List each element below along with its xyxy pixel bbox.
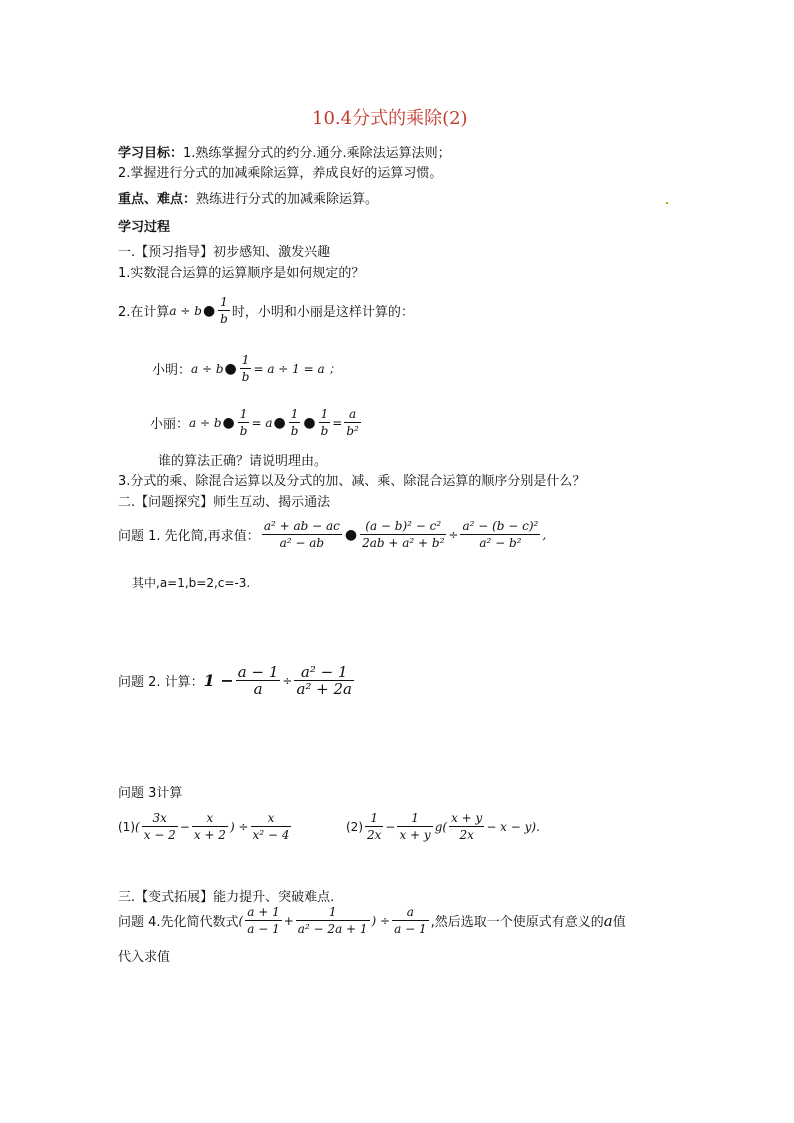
xiaoli-label: 小丽： (150, 417, 190, 432)
problem2-label: 问题 2. 计算： (118, 675, 204, 690)
fraction: $\frac{a}{\text{b²}}$ (346, 407, 359, 438)
problem4-line2: 代入求值 (118, 950, 171, 965)
dot-operator: ● (303, 414, 316, 431)
xiaoming-line (152, 352, 340, 385)
expr: , (542, 527, 547, 542)
section2-heading: 二.【问题探究】师生互动、揭示通法 (118, 495, 331, 510)
fraction: $\frac{1}{b}$ (290, 407, 299, 438)
fraction: $\frac{\text{(a − b)² − c²}}{\text{2ab + a² + b²}}$ (362, 519, 445, 550)
problem2 (118, 664, 356, 697)
q2-prefix: 2.在计算 (118, 305, 170, 320)
problem3-part2 (346, 810, 540, 843)
section1-q1: 1.实数混合运算的运算顺序是如何规定的？ (118, 266, 365, 281)
divide-operator: ÷ (448, 527, 459, 542)
q2-expr: a ÷ b (169, 303, 202, 318)
expr: a ÷ b (189, 415, 222, 430)
fraction: $\frac{\text{a² − 1}}{\text{a² + 2a}}$ (296, 663, 352, 698)
expr: g( (434, 819, 448, 834)
fraction: $\frac{1}{x + y}$ (399, 811, 431, 842)
fraction: $\frac{1}{b}$ (320, 407, 329, 438)
fraction: $\frac{1}{\text{a² − 2a + 1}}$ (297, 905, 368, 936)
process-heading: 学习过程 (118, 220, 171, 235)
key-points-text: 熟练进行分式的加减乘除运算。 (196, 192, 379, 207)
decorative-dot (666, 202, 668, 204)
expr: + (283, 913, 294, 928)
expr: ( (238, 913, 244, 928)
problem4-suffix: ,然后选取一个使原式有意义的 (430, 915, 604, 930)
expr: − (179, 819, 190, 834)
fraction: $\frac{1}{b}$ (239, 407, 248, 438)
section1-who: 谁的算法正确？请说明理由。 (158, 454, 328, 469)
objectives-text1: 1.熟练掌握分式的约分.通分.乘除法运算法则； (183, 146, 451, 161)
fraction: $\frac{a + 1}{a - 1}$ (247, 905, 280, 936)
dot-operator: ● (222, 414, 235, 431)
problem3-part1 (118, 810, 293, 843)
section1-heading: 一.【预习指导】初步感知、激发兴趣 (118, 245, 331, 260)
expr: = a ÷ 1 = a ； (253, 362, 341, 376)
xiaoli-line (150, 406, 363, 439)
objectives-line1 (118, 142, 451, 161)
expr: − x − y). (486, 819, 540, 834)
problem1-label: 问题 1. 先化简,再求值： (118, 529, 260, 544)
problem4-label: 问题 4.先化简代数式 (118, 915, 239, 930)
fraction: $\frac{3x}{x - 2}$ (143, 811, 176, 842)
dot-operator: ● (344, 526, 358, 543)
problem3-label: 问题 3计算 (118, 786, 183, 801)
dot-operator: ● (273, 414, 286, 431)
expr: = (332, 415, 343, 430)
key-points (118, 188, 378, 207)
problem1-where: 其中,a=1,b=2,c=-3. (132, 576, 251, 590)
objectives-line2: 2.掌握进行分式的加减乘除运算，养成良好的运算习惯。 (118, 166, 443, 181)
expr: a ÷ b (191, 361, 224, 376)
expr: 1 − (203, 671, 234, 690)
objectives-label: 学习目标： (118, 146, 184, 161)
problem4 (118, 904, 626, 937)
divide-operator: ÷ (282, 673, 293, 688)
part-label: (1) (118, 819, 135, 834)
fraction: $\frac{x + y}{2x}$ (451, 811, 483, 842)
fraction: $\frac{\text{a² + ab − ac}}{\text{a² − ab}}$ (263, 519, 340, 550)
fraction: $\frac{x}{\text{x² − 4}}$ (252, 811, 290, 842)
problem1 (118, 518, 546, 551)
expr: − (385, 819, 396, 834)
fraction: $\frac{1}{b}$ (241, 353, 250, 384)
fraction: $\frac{1}{2x}$ (367, 811, 382, 842)
expr: ) ÷ (229, 819, 249, 834)
fraction: $\frac{1}{b}$ (220, 295, 228, 326)
xiaoming-label: 小明： (152, 363, 192, 378)
section1-q3: 3.分式的乘、除混合运算以及分式的加、减、乘、除混合运算的顺序分别是什么？ (118, 474, 586, 489)
expr: ) ÷ (371, 913, 391, 928)
expr: = a (251, 415, 273, 430)
fraction: $\frac{a - 1}{a}$ (237, 663, 279, 698)
problem4-var: a (603, 911, 613, 930)
page-title: 10.4分式的乘除(2) (312, 108, 468, 129)
section3-heading: 三.【变式拓展】能力提升、突破难点. (118, 890, 335, 905)
dot-operator: ● (202, 302, 216, 319)
problem4-tail: 值 (612, 915, 626, 930)
key-points-label: 重点、难点： (118, 192, 197, 207)
expr: ( (135, 819, 140, 834)
q2-suffix: 时，小明和小丽是这样计算的： (231, 305, 414, 320)
dot-operator: ● (224, 360, 237, 377)
section1-q2 (118, 294, 414, 327)
fraction: $\frac{x}{x + 2}$ (193, 811, 226, 842)
part-label: (2) (346, 819, 363, 834)
fraction: $\frac{\text{a² − (b − c)²}}{\text{a² − b²}}$ (462, 519, 539, 550)
fraction: $\frac{a}{a - 1}$ (394, 905, 427, 936)
